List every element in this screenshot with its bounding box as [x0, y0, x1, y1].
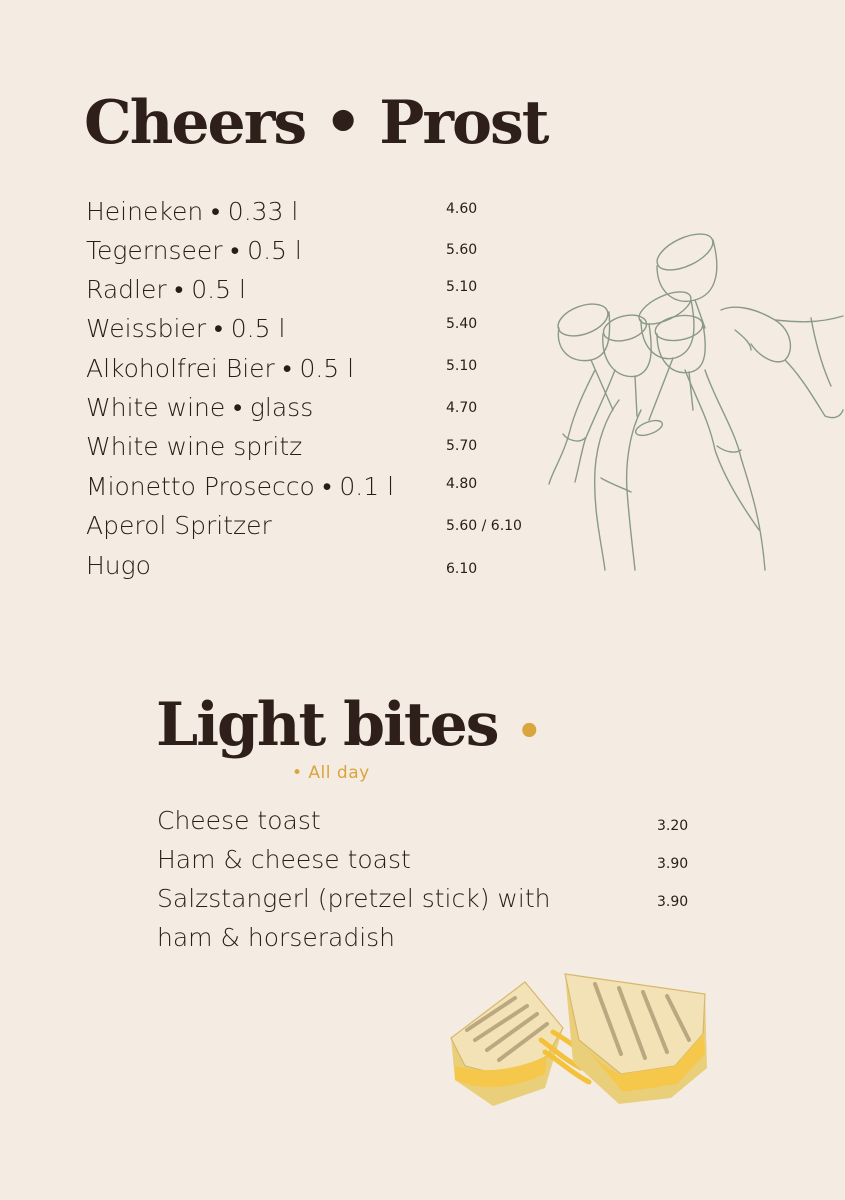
- bite-name: Ham & cheese toast: [157, 845, 411, 874]
- bites-subtitle: • All day: [292, 763, 370, 783]
- drink-name: Alkoholfrei Bier • 0.5 l: [86, 354, 355, 383]
- bite-name: Cheese toast: [157, 806, 321, 835]
- drink-price: 4.80: [446, 476, 478, 492]
- drink-name: Radler • 0.5 l: [86, 275, 246, 304]
- drink-price: 5.60 / 6.10: [446, 518, 522, 534]
- bite-name: Salzstangerl (pretzel stick) with: [157, 884, 551, 913]
- drink-price: 5.10: [446, 358, 478, 374]
- drink-name: Mionetto Prosecco • 0.1 l: [86, 472, 395, 501]
- toasting-glasses-illustration: [545, 220, 845, 580]
- bite-name-line2: ham & horseradish: [157, 923, 396, 952]
- drinks-section-title: Cheers • Prost: [84, 88, 548, 158]
- bite-price: 3.90: [657, 856, 689, 872]
- drink-price: 5.40: [446, 316, 478, 332]
- drink-price: 4.70: [446, 400, 478, 416]
- title-accent-dot: •: [516, 708, 543, 755]
- drink-price: 5.70: [446, 438, 478, 454]
- drink-name: Heineken • 0.33 l: [86, 197, 299, 226]
- drink-name: White wine spritz: [86, 432, 303, 461]
- drink-price: 5.60: [446, 242, 478, 258]
- drink-name: Weissbier • 0.5 l: [86, 314, 286, 343]
- drink-name: Aperol Spritzer: [86, 511, 272, 540]
- sandwich-illustration: [445, 970, 715, 1120]
- drink-price: 6.10: [446, 561, 478, 577]
- bite-price: 3.20: [657, 818, 689, 834]
- drink-price: 5.10: [446, 279, 478, 295]
- bites-title-text: Light bites: [156, 690, 498, 760]
- bites-section-title: [156, 690, 542, 760]
- drink-name: Tegernseer • 0.5 l: [86, 236, 302, 265]
- drink-price: 4.60: [446, 201, 478, 217]
- drink-name: White wine • glass: [86, 393, 314, 422]
- drink-name: Hugo: [86, 551, 151, 580]
- bite-price: 3.90: [657, 894, 689, 910]
